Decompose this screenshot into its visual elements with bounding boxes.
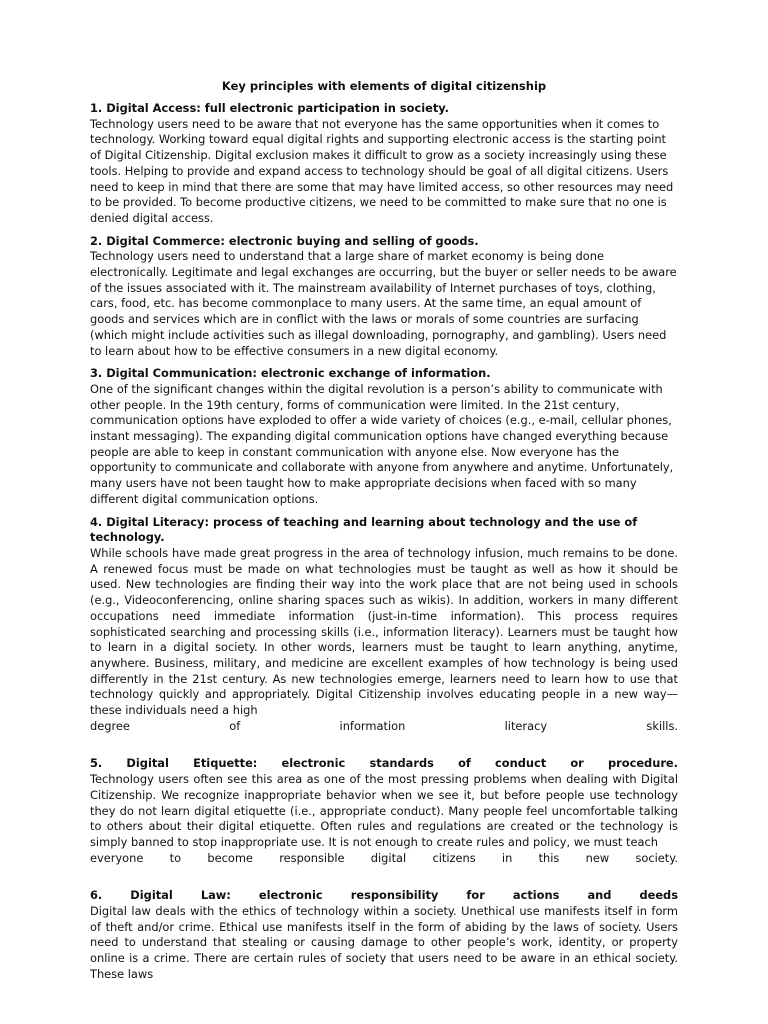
section-body-last-line: degree of information literacy skills.: [90, 718, 678, 733]
section-heading: 2. Digital Commerce: electronic buying and selling of goods.: [90, 233, 479, 248]
section-body: One of the significant changes within the digital revolution is a person’s ability to communicate with other people. In the 19th century, forms of communication were limited. In the 21st century, communication options have exploded to offer a wide variety of choices (e.g., e-mail, cellular phones, instant messaging). The expanding digital communication options have changed everything because people are able to keep in constant communication with anyone else. Now everyone has the opportunity to communicate and collaborate with anyone from anywhere and anytime. Unfortunately, many users have not been taught how to make appropriate decisions when faced with so many different digital communication options.: [90, 381, 674, 506]
section-heading: 5. Digital Etiquette: electronic standards of conduct or procedure.: [90, 756, 678, 771]
spacer: [90, 741, 678, 756]
document-title: Key principles with elements of digital citizenship: [221, 79, 547, 93]
section-heading: 3. Digital Communication: electronic exchange of information.: [90, 366, 491, 381]
document-page: [90, 78, 678, 990]
spacer: [90, 873, 678, 888]
section-digital-communication: [90, 366, 678, 507]
section-body: Digital law deals with the ethics of technology within a society. Unethical use manifests itself in form of theft and/or crime. Ethical use manifests itself in the form of abiding by the laws of society. Users need to understand that stealing or causing damage to other people’s work, identity, or property online is a crime. There are certain rules of society that users need to be aware in an ethical society. These laws: [90, 904, 678, 981]
section-body: Technology users need to be aware that not everyone has the same opportunities when it comes to technology. Working toward equal digital rights and supporting electronic access is the starting point of Digital Citizenship. Digital exclusion makes it difficult to grow as a society increasingly using these tools. Helping to provide and expand access to technology should be goal of all digital citizens. Users need to keep in mind that there are some that may have limited access, so other resources may need to be provided. To become productive citizens, we need to be committed to make sure that no one is denied digital access.: [90, 116, 674, 225]
section-heading: 4. Digital Literacy: process of teaching and learning about technology and the use of technology.: [90, 514, 638, 545]
section-digital-commerce: [90, 234, 678, 360]
section-digital-access: [90, 101, 678, 227]
section-heading: 1. Digital Access: full electronic participation in society.: [90, 101, 449, 115]
section-body: Technology users need to understand that a large share of market economy is being done electronically. Legitimate and legal exchanges are occurring, but the buyer or seller needs to be aware of the issues associated with it. The mainstream availability of Internet purchases of toys, clothing, cars, food, etc. has become commonplace to many users. At the same time, an equal amount of goods and services which are in conflict with the laws or morals of some countries are surfacing (which might include activities such as illegal downloading, pornography, and gambling). Users need to learn about how to be effective consumers in a new digital economy.: [90, 249, 677, 358]
section-body: While schools have made great progress in the area of technology infusion, much remains to be done. A renewed focus must be made on what technologies must be taught as well as how it should be used. New technologies are finding their way into the work place that are not being used in schools (e.g., Videoconferencing, online sharing spaces such as wikis). In addition, workers in many different occupations need immediate information (just-in-time information). This process requires sophisticated searching and processing skills (i.e., information literacy). Learners must be taught how to learn in a digital society. In other words, learners must be taught to learn anything, anytime, anywhere. Business, military, and medicine are excellent examples of how technology is being used differently in the 21st century. As new technologies emerge, learners need to learn how to use that technology quickly and appropriately. Digital Citizenship involves educating people in a new way— these individuals need a high: [90, 545, 678, 718]
section-digital-law: [90, 888, 678, 982]
section-body-last-line: everyone to become responsible digital citizens in this new society.: [90, 850, 678, 865]
section-digital-literacy: [90, 515, 678, 735]
section-digital-etiquette: [90, 756, 678, 866]
section-heading: 6. Digital Law: electronic responsibility for actions and deeds: [90, 888, 678, 903]
section-body: Technology users often see this area as one of the most pressing problems when dealing with Digital Citizenship. We recognize inappropriate behavior when we see it, but before people use technology they do not learn digital etiquette (i.e., appropriate conduct). Many people feel uncomfortable talking to others about their digital etiquette. Often rules and regulations are created or the technology is simply banned to stop inappropriate use. It is not enough to create rules and policy, we must teach: [90, 772, 678, 849]
